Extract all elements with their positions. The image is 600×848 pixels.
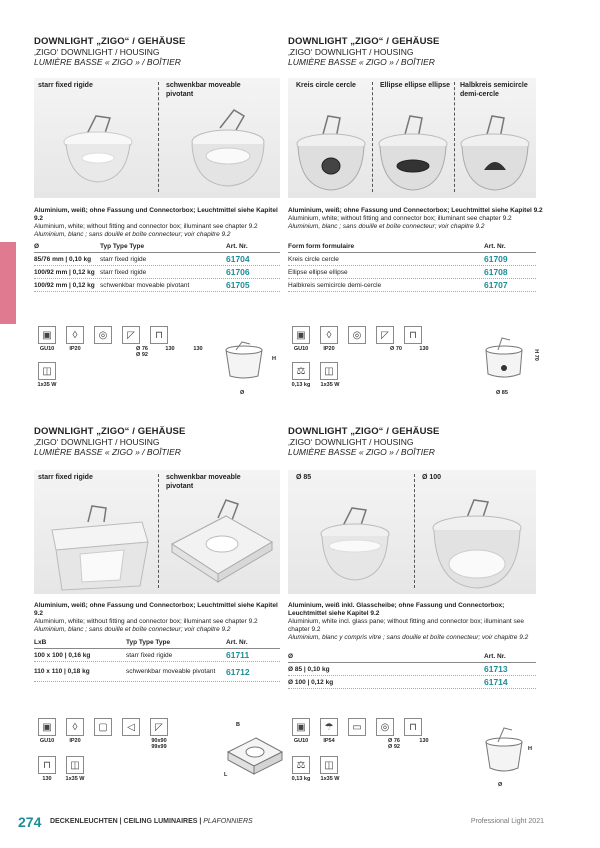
ip54-icon: ☂ [320,718,338,736]
cutout-icon: ◸ [150,718,168,736]
block-subtitle-en: ‚ZIGO‘ DOWNLIGHT / HOUSING [288,437,414,447]
cell-type: starr fixed rigide [100,268,147,276]
product-table-3 [288,650,536,689]
spec-icons-0 [38,326,168,344]
product-description-2 [34,602,286,634]
page-number: 274 [18,814,42,830]
block-subtitle-fr: LUMIÈRE BASSE « ZIGO » / BOÎTIER [288,447,435,457]
desc-fr: Aluminium, blanc ; sans douille et boîte connecteur; voir chapitre 9.2 [288,223,485,230]
cell-type: starr fixed rigide [126,651,173,659]
photo-label: schwenkbar moveable pivotant [166,474,241,490]
gu10-icon: ▣ [292,718,310,736]
table-row [34,253,280,266]
block-subtitle-en: ‚ZIGO‘ DOWNLIGHT / HOUSING [288,47,414,57]
icon-label: Ø 76 Ø 92 [388,738,400,750]
product-description-3 [288,602,544,642]
desc-de: Aluminium, weiß; ohne Fassung und Connectorbox; Leuchtmittel siehe Kapitel 9.2 [288,207,543,214]
cell-type: schwenkbar moveable pivotant [100,281,190,289]
spec-icons-3 [292,718,422,736]
cell-art: 61706 [226,267,250,277]
cell-art: 61705 [226,280,250,290]
technical-drawing-1 [476,334,532,386]
downlight-fixed-image [58,108,138,188]
icon-label: IP20 [323,346,335,352]
wattage: 1x35 W [65,776,85,782]
photo-label: starr fixed rigide [38,82,93,89]
cell-type: starr fixed rigide [100,255,147,263]
desc-en: Aluminium, white; without fitting and connector box; illuminant see chapter 9.2 [34,223,258,230]
downlight-ellipse-image [374,108,452,194]
photo-label: Ø 100 [422,474,442,481]
col-header: Typ Type Type [126,638,171,646]
desc-de: Aluminium, weiß; ohne Fassung und Connectorbox; Leuchtmittel siehe Kapitel 9.2 [34,602,278,617]
section-title-de-en: DECKENLEUCHTEN | CEILING LUMINAIRES | [50,818,204,825]
cell-type: Halbkreis semicircle demi-cercle [288,281,382,289]
cutout-icon: ◎ [348,326,366,344]
photo-label: starr fixed rigide [38,474,93,481]
table-header [34,240,280,253]
icon-label: GU10 [39,346,55,352]
product-table-1 [288,240,536,292]
block-subtitle-fr: LUMIÈRE BASSE « ZIGO » / BOÎTIER [288,57,435,67]
square-moveable-image [168,494,276,590]
block-title: DOWNLIGHT „ZIGO“ / GEHÄUSE [34,36,186,47]
gu10-icon: ▣ [38,718,56,736]
product-photo-0 [34,78,280,198]
col-header: Ø [288,652,294,660]
section-title [50,818,253,825]
table-header [288,240,536,253]
col-header: Form form formulaire [288,242,355,250]
col-header: LxB [34,638,47,646]
table-row [34,662,280,682]
cell-art: 61714 [484,677,508,687]
table-row [34,279,280,292]
dim-diameter: Ø [240,390,245,396]
divider [158,474,159,588]
table-header [34,636,280,649]
glass-icon: ▭ [348,718,366,736]
icon-label: GU10 [293,346,309,352]
cell-size: 85/76 mm | 0,10 kg [34,255,92,263]
cell-art: 61704 [226,254,250,264]
depth-icon: ⊓ [38,756,56,774]
icon-label: IP54 [323,738,335,744]
table-row [288,663,536,676]
wattage: 1x35 W [37,382,57,388]
product-photo-3 [288,470,536,594]
desc-fr: Aluminium, blanc ; sans douille et boîte connecteur; voir chapitre 9.2 [34,626,231,633]
table-row [288,676,536,689]
table-row [288,266,536,279]
photo-label: Ellipse ellipse ellipse [380,82,451,89]
divider [414,474,415,588]
table-row [288,279,536,292]
downlight-semicircle-image [456,108,534,194]
col-header: Art. Nr. [484,242,506,250]
block-subtitle-en: ‚ZIGO‘ DOWNLIGHT / HOUSING [34,47,160,57]
col-header: Art. Nr. [226,638,248,646]
depth-icon: ⊓ [404,718,422,736]
icon-label: IP20 [69,738,81,744]
square-icon: ▢ [94,718,112,736]
cell-size: 100/92 mm | 0,12 kg [34,268,95,276]
depth-icon: ⊓ [404,326,422,344]
dim-height: H [528,746,532,752]
cell-art: 61707 [484,280,508,290]
gu10-icon: ▣ [292,326,310,344]
square-fixed-image [44,500,154,592]
chapter-tab [0,242,16,324]
block-title: DOWNLIGHT „ZIGO“ / GEHÄUSE [288,36,440,47]
desc-en: Aluminium, white incl. glass pane; without fitting and connector box; illuminant see chapter 9.2 [288,618,524,633]
block-title: DOWNLIGHT „ZIGO“ / GEHÄUSE [288,426,440,437]
downlight-moveable-image [184,104,270,192]
ip20-icon: ◊ [66,326,84,344]
tilt-icon: ◸ [122,326,140,344]
desc-de: Aluminium, weiß inkl. Glasscheibe; ohne Fassung und Connectorbox; Leuchtmittel siehe Kapitel 9.2 [288,602,505,617]
icon-label: Ø 76 Ø 92 [136,346,148,358]
weight-icon: ⚖ [292,756,310,774]
depth-icon: ⊓ [150,326,168,344]
photo-label: Halbkreis semicircle demi-cercle [460,82,528,98]
cell-size: 110 x 110 | 0,18 kg [34,668,90,675]
technical-drawing-0 [214,340,274,386]
col-header: Ø [34,242,40,250]
brand-line: Professional Light 2021 [470,818,544,825]
product-photo-1 [288,78,536,198]
block-header-2 [34,426,185,457]
icon-label: Ø 70 [390,346,402,352]
downlight-85-image [312,500,398,590]
wattage: 1x35 W [320,776,340,782]
divider [372,82,373,192]
divider [158,82,159,192]
product-description-1 [288,207,544,231]
photo-label: schwenkbar moveable pivotant [166,82,241,98]
desc-fr: Aluminium, blanc ; sans douille et boîte connecteur; voir chapitre 9.2 [34,231,231,238]
desc-fr: Aluminium, blanc y compris vitre ; sans douille et boîte connecteur; voir chapitre 9.2 [288,634,529,641]
photo-label: Ø 85 [296,474,312,481]
downlight-circle-image [292,108,370,194]
cell-art: 61709 [484,254,508,264]
col-header: Typ Type Type [100,242,145,250]
block-title: DOWNLIGHT „ZIGO“ / GEHÄUSE [34,426,186,437]
cell-art: 61711 [226,650,250,660]
icon-label: 130 [193,346,203,352]
cell-size: 100 x 100 | 0,16 kg [34,651,91,659]
icon-label: 130 [419,346,429,352]
dim-diameter: Ø [498,782,503,788]
section-title-fr: PLAFONNIERS [203,818,253,825]
weight: 0,13 kg [291,382,311,388]
product-table-0 [34,240,280,292]
ip20-icon: ◊ [66,718,84,736]
spec-icons-1 [292,326,422,344]
icon-label: GU10 [293,738,309,744]
downlight-100-image [422,494,532,592]
cell-type: Ø 100 | 0,12 kg [288,678,334,686]
desc-de: Aluminium, weiß; ohne Fassung und Connectorbox; Leuchtmittel siehe Kapitel 9.2 [34,207,278,222]
table-row [34,649,280,662]
icon-label: 130 [419,738,429,744]
ip20-icon: ◊ [320,326,338,344]
cell-art: 61713 [484,664,508,674]
divider [454,82,455,192]
product-description-0 [34,207,284,239]
spec-icons-2 [38,718,168,736]
product-photo-2 [34,470,280,594]
cell-art: 61712 [226,666,250,677]
col-header: Art. Nr. [484,652,506,660]
bulb-icon: ◫ [320,756,338,774]
icon-label: 130 [165,346,175,352]
table-header [288,650,536,663]
table-row [288,253,536,266]
icon-label: 90x90 99x99 [151,738,167,750]
desc-en: Aluminium, white; without fitting and connector box; illuminant see chapter 9.2 [34,618,258,625]
cell-type: schwenkbar moveable pivotant [126,668,216,675]
cell-size: 100/92 mm | 0,12 kg [34,281,95,289]
tilt-icon: ◁ [122,718,140,736]
dim-height: H [272,356,276,362]
dim-height: H 70 [532,349,539,361]
weight-icon: ⚖ [292,362,310,380]
table-row [34,266,280,279]
dim-width: B [236,722,240,728]
cutout-icon: ◎ [94,326,112,344]
bulb-icon: ◫ [66,756,84,774]
dim-diameter: Ø 85 [496,390,508,396]
cell-type: Ellipse ellipse ellipse [288,268,348,276]
cutout-icon: ◎ [376,718,394,736]
product-table-2 [34,636,280,682]
weight: 0,13 kg [291,776,311,782]
cell-type: Kreis circle cercle [288,255,339,263]
block-header-0 [34,36,185,67]
tilt-icon: ◸ [376,326,394,344]
dim-length: L [224,772,228,778]
wattage: 1x35 W [320,382,340,388]
technical-drawing-3 [478,722,530,778]
icon-label: IP20 [69,346,81,352]
block-header-1 [288,36,439,67]
bulb-icon: ◫ [38,362,56,380]
gu10-icon: ▣ [38,326,56,344]
col-header: Art. Nr. [226,242,248,250]
bulb-icon: ◫ [320,362,338,380]
icon-label: 130 [42,776,52,782]
technical-drawing-2 [222,728,286,780]
photo-label: Kreis circle cercle [296,82,356,89]
desc-en: Aluminium, white; without fitting and connector box; illuminant see chapter 9.2 [288,215,512,222]
block-subtitle-en: ‚ZIGO‘ DOWNLIGHT / HOUSING [34,437,160,447]
block-header-3 [288,426,439,457]
icon-label: GU10 [39,738,55,744]
cell-type: Ø 85 | 0,10 kg [288,665,330,673]
block-subtitle-fr: LUMIÈRE BASSE « ZIGO » / BOÎTIER [34,447,181,457]
block-subtitle-fr: LUMIÈRE BASSE « ZIGO » / BOÎTIER [34,57,181,67]
cell-art: 61708 [484,267,508,277]
